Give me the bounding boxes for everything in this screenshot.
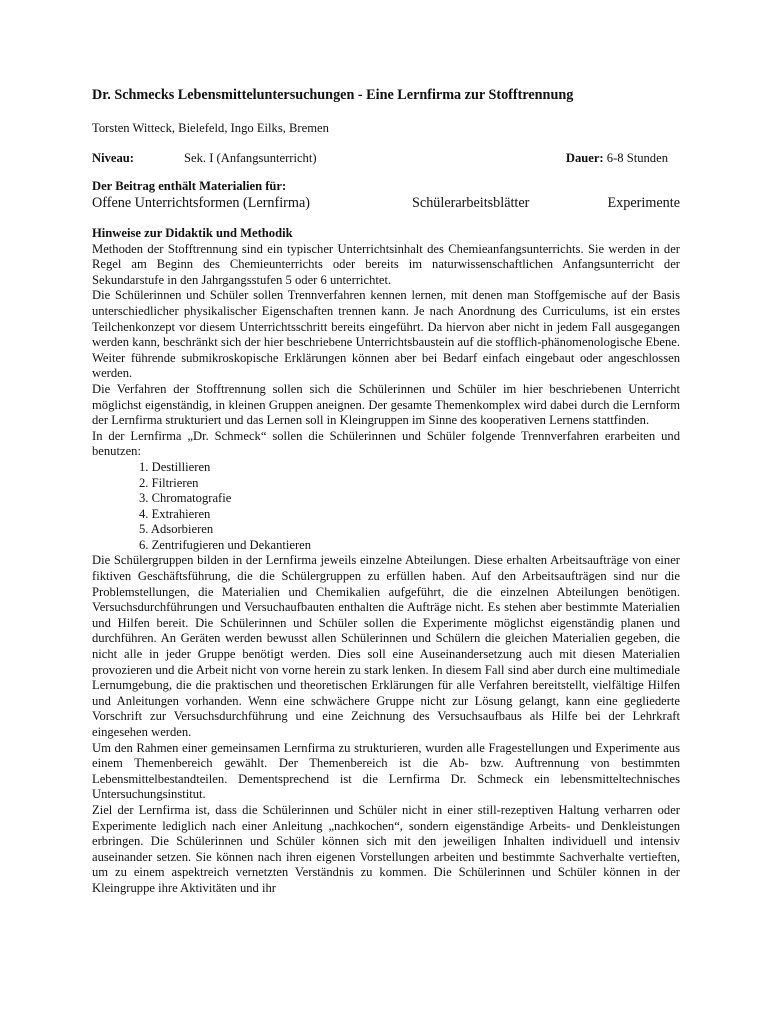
list-item: 3. Chromatografie — [139, 491, 232, 506]
material-item-schuelerarbeitsblaetter: Schülerarbeitsblätter — [412, 195, 530, 211]
methods-list — [92, 460, 680, 554]
list-item: 2. Filtrieren — [139, 475, 199, 490]
list-item: 5. Adsorbieren — [139, 522, 214, 537]
paragraph: Die Schülergruppen bilden in der Lernfirma jeweils einzelne Abteilungen. Diese erhalten Arbeitsaufträge von einer fiktiven Geschäftsführung, die die Schülergruppen zu erfüllen haben. Auf den Arbeitsaufträgen sind nur die Problemstellungen, die Materialien und Chemikalien aufgeführt, die die einzelnen Abteilungen benötigen. Versuchsdurchführungen und Versuchaufbauten enthalten die Aufträge nicht. Es stehen aber bestimmte Materialien und Hilfen bereit. Die Schülerinnen und Schüler sollen die Experimente möglichst eigenständig planen und durchführen. An Geräten werden bewusst allen Schülerinnen und Schülern die gleichen Materialien gegeben, die nicht alle in jeder Gruppe benötigt werden. Dies soll eine Auseinandersetzung auch mit diesen Materialien provozieren und die Arbeit nicht von vorne herein zu stark lenken. In diesem Fall sind aber durch eine multimediale Lernumgebung, die die praktischen und theoretischen Erklärungen für alle Verfahren bereitstellt, vielfältige Hilfen und Anleitungen vorhanden. Wenn eine schwächere Gruppe nicht zur Lösung gelangt, kann eine gegliederte Vorschrift zur Versuchsdurchführung und eine Zeichnung des Versuchsaufbaus als Hilfe bei der Lehrkraft eingesehen werden. — [92, 553, 680, 739]
niveau-row — [92, 150, 680, 166]
paragraph: Methoden der Stofftrennung sind ein typischer Unterrichtsinhalt des Chemieanfangsunterrichts. Sie werden in der Regel am Beginn des Chemieunterrichts oder bereits im naturwissenschaftlichen Anfangsunterricht der Sekundarstufe in den Jahrgangsstufen 5 oder 6 unterrichtet. — [92, 241, 680, 287]
material-item-offene-unterrichtsformen: Offene Unterrichtsformen (Lernfirma) — [92, 195, 310, 211]
dauer-value: 6-8 Stunden — [603, 151, 668, 165]
paragraph: Die Schülerinnen und Schüler sollen Trennverfahren kennen lernen, mit denen man Stoffgemische auf der Basis unterschiedlicher physikalischer Eigenschaften trennen kann. Je nach Anordnung des Curriculums, ist ein erstes Teilchenkonzept vor diesem Unterrichtsschritt bereits eingeführt. Da hiervon aber nicht in jedem Fall ausgegangen werden kann, beschränkt sich der hier beschriebene Unterrichtsbaustein auf die stofflich-phänomenologische Ebene. Weiter führende submikroskopische Erklärungen können aber bei Bedarf einfach eingebaut oder angeschlossen werden. — [92, 288, 680, 381]
material-item-experimente: Experimente — [607, 195, 680, 211]
list-item: 1. Destillieren — [139, 459, 211, 474]
list-item: 6. Zentrifugieren und Dekantieren — [139, 537, 312, 552]
document-title: Dr. Schmecks Lebensmitteluntersuchungen - Eine Lernfirma zur Stofftrennung — [92, 87, 574, 103]
dauer — [566, 150, 668, 166]
paragraph: Die Verfahren der Stofftrennung sollen sich die Schülerinnen und Schüler im hier beschriebenen Unterricht möglichst eigenständig, in kleinen Gruppen aneignen. Der gesamte Themenkomplex wird dabei durch die Lernform der Lernfirma strukturiert und das Lernen soll in Kleingruppen im Sinne des kooperativen Lernens stattfinden. — [92, 381, 680, 428]
paragraph: Ziel der Lernfirma ist, dass die Schülerinnen und Schüler nicht in einer still-rezeptiven Haltung verharren oder Experimente lediglich nach einer Anleitung „nachkochen“, sondern eigenständige Arbeits- und Denkleistungen erbringen. Die Schülerinnen und Schüler können sich mit den jeweiligen Inhalten individuell und intensiv auseinander setzen. Sie können nach ihren eigenen Vorstellungen arbeiten und bestimmte Sachverhalte vertieften, um zu einem aspektreich vernetzten Verständnis zu kommen. Die Schülerinnen und Schüler können in der Kleingruppe ihre Aktivitäten und ihr — [92, 802, 680, 895]
section-heading: Hinweise zur Didaktik und Methodik — [92, 226, 293, 240]
paragraph: In der Lernfirma „Dr. Schmeck“ sollen die Schülerinnen und Schüler folgende Trennverfahren erarbeiten und benutzen: — [92, 428, 680, 459]
dauer-label: Dauer: — [565, 151, 604, 165]
document-page — [92, 86, 680, 897]
list-item: 4. Extrahieren — [139, 506, 211, 521]
materials-heading: Der Beitrag enthält Materialien für: — [92, 179, 287, 193]
paragraph: Um den Rahmen einer gemeinsamen Lernfirma zu strukturieren, wurden alle Fragestellungen und Experimente aus einem Themenbereich gewählt. Der Themenbereich ist die Ab- bzw. Auftrennung von bestimmten Lebensmittelbestandteilen. Dementsprechend ist die Lernfirma Dr. Schmeck ein lebensmitteltechnisches Untersuchungsinstitut. — [92, 740, 680, 802]
authors-line: Torsten Witteck, Bielefeld, Ingo Eilks, Bremen — [92, 121, 329, 135]
materials-row — [92, 194, 680, 212]
niveau-value: Sek. I (Anfangsunterricht) — [184, 151, 317, 165]
niveau-label: Niveau: — [92, 151, 134, 165]
